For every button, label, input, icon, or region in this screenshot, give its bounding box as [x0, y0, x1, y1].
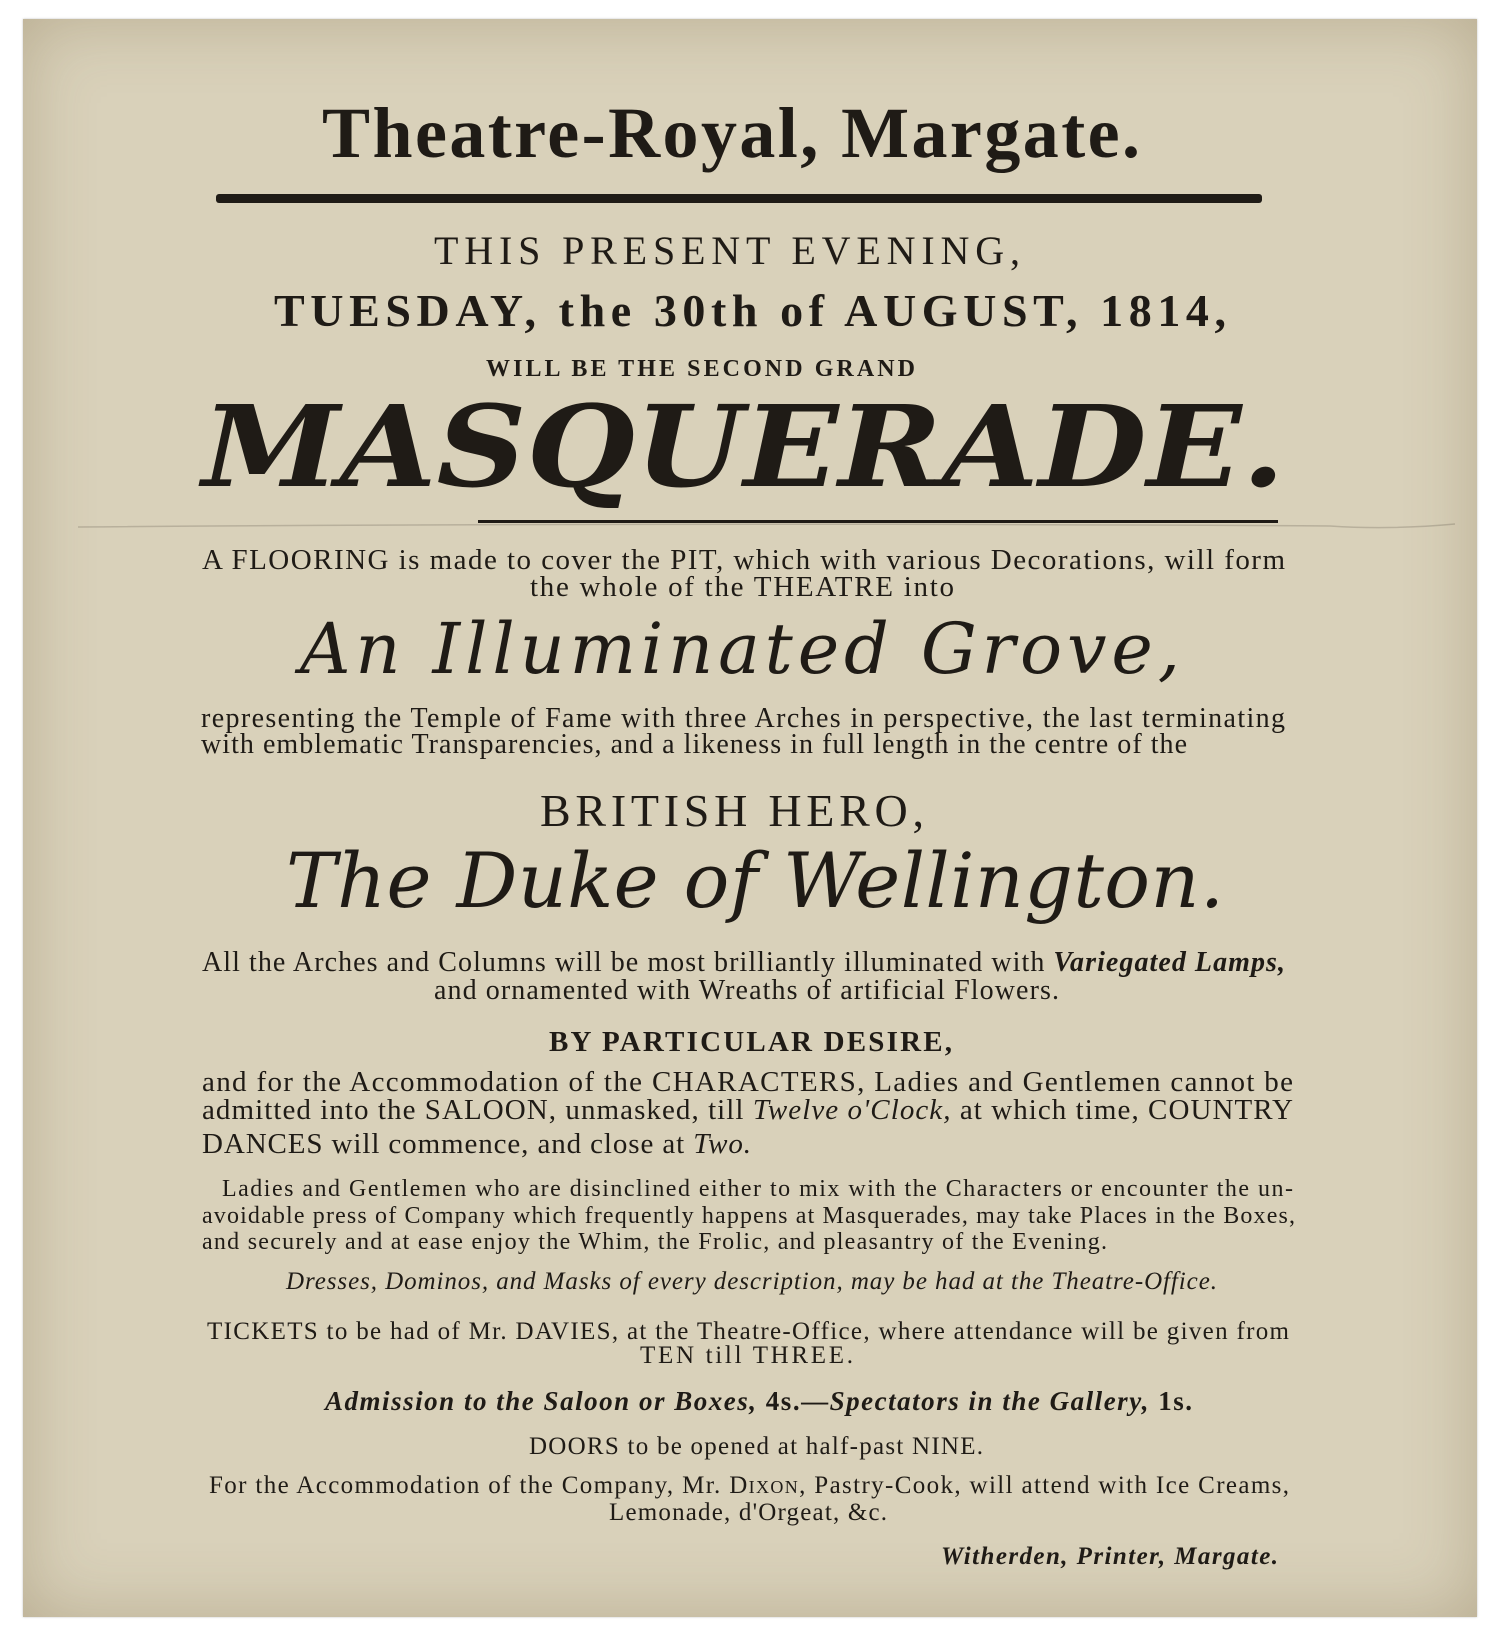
- admission-gallery-price: 1s.: [1158, 1386, 1192, 1416]
- lamps-text: Variegated Lamps,: [1053, 947, 1285, 978]
- refreshments-line-1: [209, 1472, 1289, 1499]
- desire-time: Twelve o'Clock,: [752, 1094, 951, 1126]
- theatre-title: Theatre-Royal, Margate.: [322, 93, 1140, 173]
- event-date: TUESDAY, the 30th of AUGUST, 1814,: [274, 285, 1226, 336]
- pastry-cook-name: Dixon: [729, 1472, 798, 1499]
- wreaths-line: and ornamented with Wreaths of artificial Flowers.: [434, 975, 1059, 1006]
- grove-heading: An Illuminated Grove,: [300, 608, 1180, 690]
- hero-title: BRITISH HERO,: [540, 785, 924, 836]
- printer-imprint: Witherden, Printer, Margate.: [941, 1543, 1278, 1570]
- boxes-line-1: Ladies and Gentlemen who are disinclined either to mix with the Characters or encounter the un-: [222, 1176, 1294, 1202]
- desire-line-2-start: admitted into the SALOON, unmasked, till: [202, 1094, 752, 1126]
- dresses-line: Dresses, Dominos, and Masks of every description, may be had at the Theatre-Office.: [286, 1268, 1217, 1295]
- desire-line-3-start: DANCES will commence, and close at: [202, 1128, 693, 1160]
- desire-line-2-end: at which time, COUNTRY: [951, 1094, 1293, 1126]
- tickets-line-2: TEN till THREE.: [640, 1342, 853, 1369]
- admission-gallery: Spectators in the Gallery,: [829, 1386, 1157, 1416]
- theatre-line: the whole of the THEATRE into: [530, 571, 954, 603]
- event-intro: WILL BE THE SECOND GRAND: [486, 356, 915, 382]
- hero-name: The Duke of Wellington.: [286, 836, 1224, 925]
- title-rule: [216, 194, 1262, 203]
- admission-line: [323, 1386, 1192, 1416]
- flooring-line: A FLOORING is made to cover the PIT, which with various Decorations, will form: [202, 544, 1285, 576]
- desire-close-time: Two.: [693, 1128, 751, 1160]
- evening-line: THIS PRESENT EVENING,: [434, 228, 1020, 273]
- fold-crease: [78, 524, 1455, 528]
- event-heading: MASQUERADE.: [197, 382, 1286, 513]
- arches-line: [202, 947, 1285, 978]
- transparencies-line: with emblematic Transparencies, and a likeness in full length in the centre of the: [201, 729, 1187, 760]
- admission-saloon: Admission to the Saloon or Boxes,: [325, 1386, 765, 1416]
- desire-line-2: [202, 1094, 1293, 1126]
- event-rule: [478, 520, 1278, 523]
- refreshments-line-2: Lemonade, d'Orgeat, &c.: [609, 1499, 887, 1526]
- boxes-line-2: avoidable press of Company which frequently happens at Masquerades, may take Places in the Boxes,: [202, 1203, 1295, 1229]
- refreshments-start: For the Accommodation of the Company, Mr.: [209, 1472, 728, 1499]
- boxes-line-3: and securely and at ease enjoy the Whim, the Frolic, and pleasantry of the Evening.: [202, 1229, 1107, 1255]
- tickets-line-1: TICKETS to be had of Mr. DAVIES, at the Theatre-Office, where attendance will be given from: [207, 1318, 1290, 1345]
- desire-heading: BY PARTICULAR DESIRE,: [549, 1026, 952, 1058]
- temple-line: representing the Temple of Fame with three Arches in perspective, the last terminating: [201, 703, 1285, 734]
- refreshments-end: , Pastry-Cook, will attend with Ice Creams,: [799, 1472, 1289, 1499]
- admission-saloon-price: 4s.—: [765, 1386, 829, 1416]
- arches-text: All the Arches and Columns will be most brilliantly illuminated with: [202, 947, 1053, 978]
- desire-line-3: [202, 1128, 751, 1160]
- doors-line: DOORS to be opened at half-past NINE.: [529, 1433, 983, 1460]
- desire-line-1: and for the Accommodation of the CHARACTERS, Ladies and Gentlemen cannot be: [202, 1066, 1293, 1098]
